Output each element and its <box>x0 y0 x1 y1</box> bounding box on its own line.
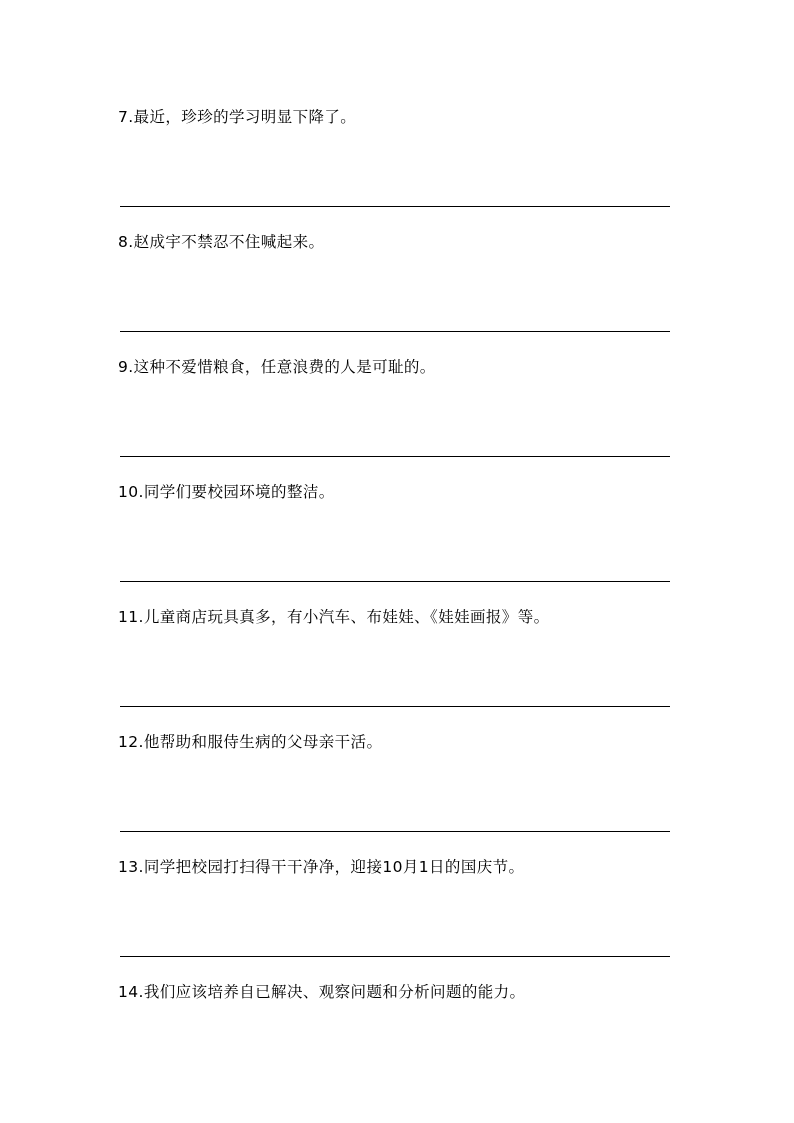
question-12: 12.他帮助和服侍生病的父母亲干活。 <box>118 733 383 751</box>
answer-line-8 <box>120 331 670 332</box>
answer-line-9 <box>120 456 670 457</box>
answer-line-13 <box>120 956 670 957</box>
answer-line-12 <box>120 831 670 832</box>
question-13: 13.同学把校园打扫得干干净净，迎接10月1日的国庆节。 <box>118 858 525 876</box>
question-9: 9.这种不爱惜粮食，任意浪费的人是可耻的。 <box>118 358 436 376</box>
question-7: 7.最近，珍珍的学习明显下降了。 <box>118 108 357 126</box>
answer-line-10 <box>120 581 670 582</box>
answer-line-11 <box>120 706 670 707</box>
answer-line-7 <box>120 206 670 207</box>
question-11: 11.儿童商店玩具真多，有小汽车、布娃娃、《娃娃画报》等。 <box>118 608 550 626</box>
question-10: 10.同学们要校园环境的整洁。 <box>118 483 335 501</box>
question-14: 14.我们应该培养自已解决、观察问题和分析问题的能力。 <box>118 983 526 1001</box>
question-8: 8.赵成宇不禁忍不住喊起来。 <box>118 233 325 251</box>
